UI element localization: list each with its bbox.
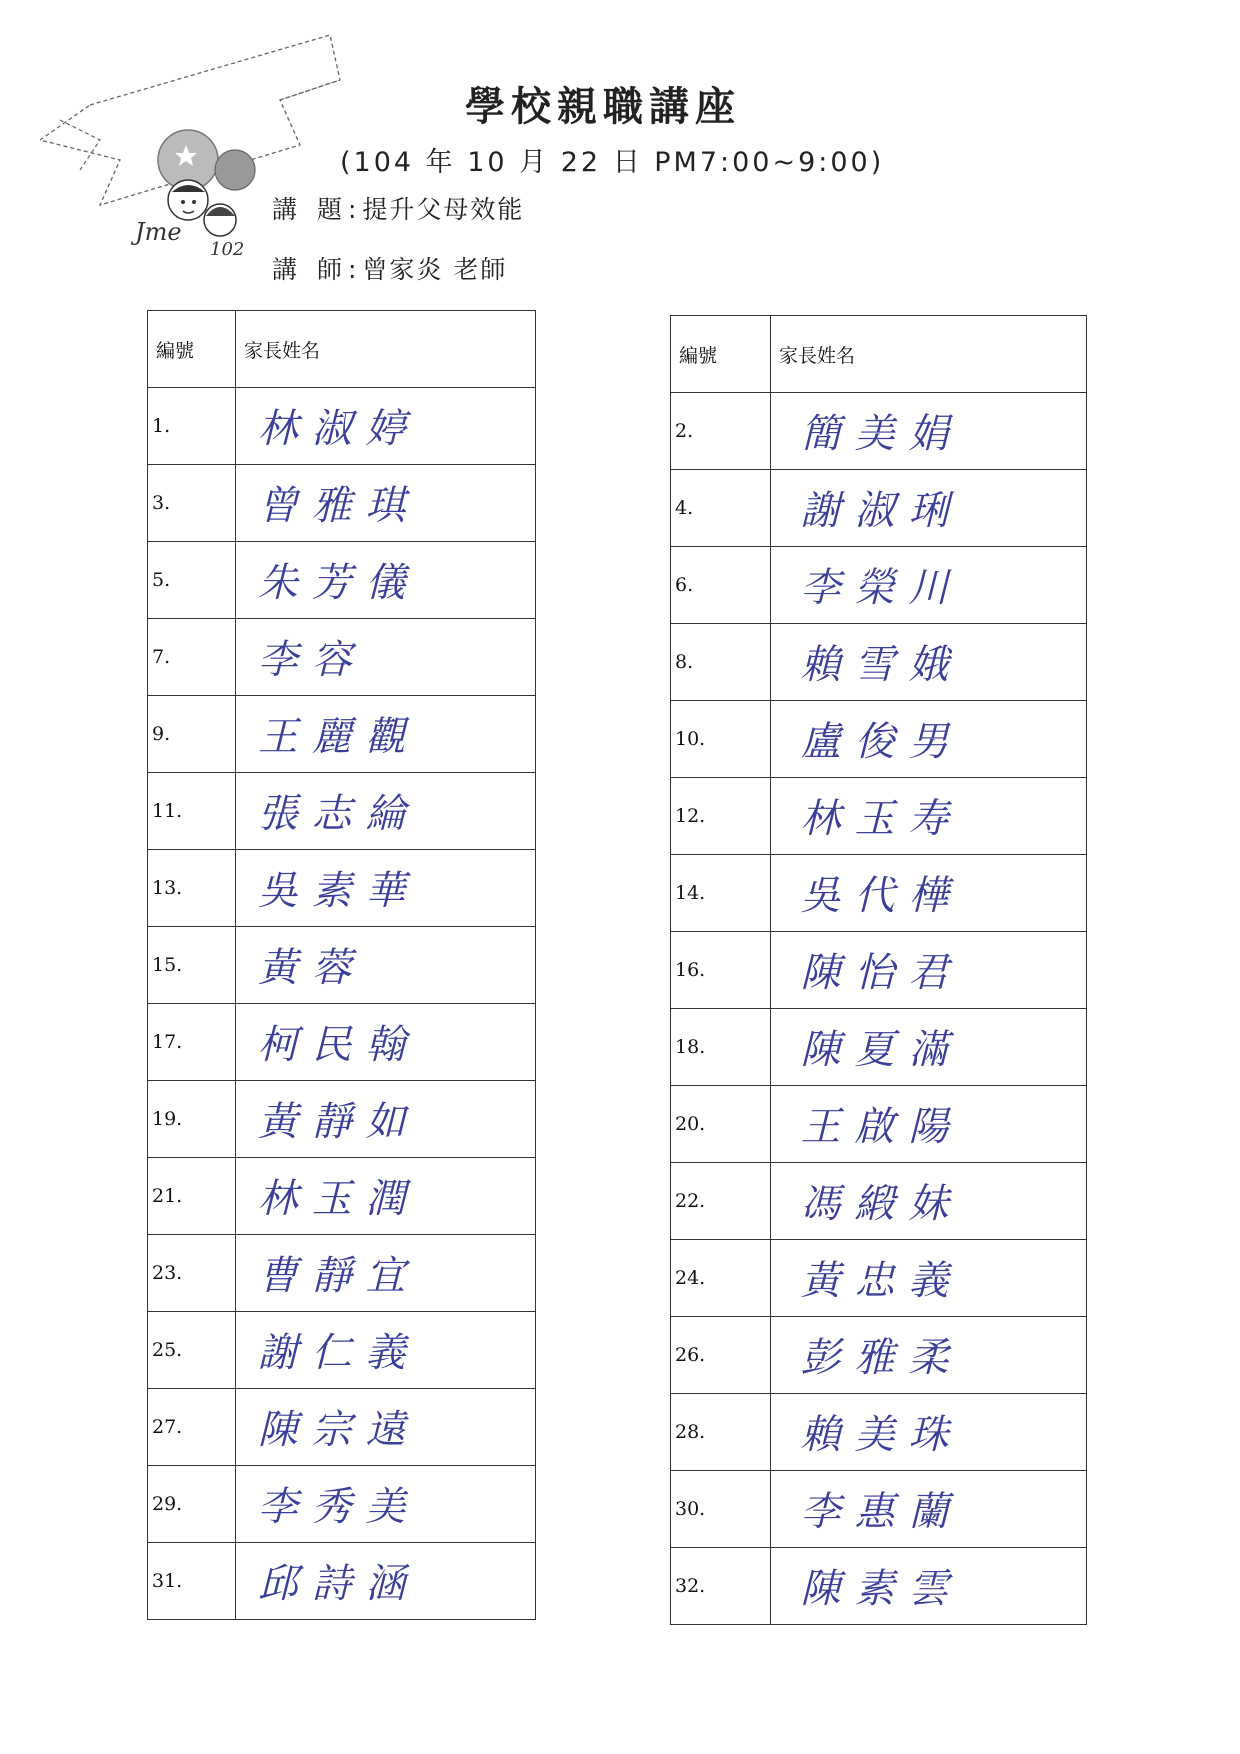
row-number: 27. — [148, 1389, 236, 1466]
signature-text: 賴美珠 — [800, 1412, 963, 1458]
row-number: 11. — [148, 773, 236, 850]
row-number: 15. — [148, 927, 236, 1004]
signature-text: 陳宗遠 — [257, 1406, 420, 1453]
row-number: 28. — [671, 1394, 771, 1471]
signature-text: 謝淑琍 — [800, 488, 963, 534]
signature-text: 黃忠義 — [800, 1258, 963, 1304]
table-row — [148, 1235, 536, 1312]
header-name: 家長姓名 — [771, 316, 1087, 393]
row-number: 3. — [148, 465, 236, 542]
handwritten-signature — [236, 1081, 535, 1157]
table-row — [148, 1312, 536, 1389]
handwritten-signature — [771, 1009, 1086, 1085]
handwritten-signature — [236, 1312, 535, 1388]
table-row — [148, 696, 536, 773]
signin-table-right — [670, 315, 1087, 1625]
table-row — [671, 624, 1087, 701]
table-row — [148, 1466, 536, 1543]
signature-text: 曹靜宜 — [257, 1252, 420, 1299]
signature-text: 張志綸 — [257, 790, 420, 837]
table-row — [148, 1389, 536, 1466]
table-header-row — [148, 311, 536, 388]
header-number: 編號 — [671, 316, 771, 393]
topic-label: 講 題: — [272, 195, 363, 224]
signature-cell — [236, 1081, 536, 1158]
table-header-row — [671, 316, 1087, 393]
handwritten-signature — [771, 624, 1086, 700]
signature-cell — [236, 1004, 536, 1081]
signature-cell — [771, 1086, 1087, 1163]
signature-text: 李秀美 — [257, 1483, 420, 1530]
row-number: 9. — [148, 696, 236, 773]
row-number: 20. — [671, 1086, 771, 1163]
signature-cell — [771, 1548, 1087, 1625]
signature-text: 王啟陽 — [800, 1104, 963, 1150]
signature-text: 陳素雲 — [800, 1566, 963, 1612]
handwritten-signature — [771, 1317, 1086, 1393]
signature-text: 彭雅柔 — [800, 1335, 963, 1381]
signature-text: 李榮川 — [800, 565, 963, 611]
signature-cell — [236, 696, 536, 773]
signature-text: 李容 — [257, 636, 366, 683]
topic-line — [272, 190, 524, 226]
signature-text: 林玉寿 — [800, 796, 963, 842]
table-row — [148, 465, 536, 542]
table-row — [671, 1471, 1087, 1548]
table-row — [671, 1086, 1087, 1163]
row-number: 22. — [671, 1163, 771, 1240]
table-row — [671, 1009, 1087, 1086]
table-row — [148, 1004, 536, 1081]
row-number: 7. — [148, 619, 236, 696]
handwritten-signature — [236, 1004, 535, 1080]
row-number: 1. — [148, 388, 236, 465]
signin-table-left — [147, 310, 536, 1620]
signature-cell — [236, 1235, 536, 1312]
signature-text: 林玉潤 — [257, 1175, 420, 1222]
table-row — [671, 1317, 1087, 1394]
row-number: 24. — [671, 1240, 771, 1317]
row-number: 12. — [671, 778, 771, 855]
row-number: 16. — [671, 932, 771, 1009]
table-row — [671, 1548, 1087, 1625]
row-number: 10. — [671, 701, 771, 778]
signature-cell — [236, 542, 536, 619]
signature-cell — [236, 1389, 536, 1466]
table-row — [148, 927, 536, 1004]
signature-text: 朱芳儀 — [257, 559, 420, 606]
signature-cell — [771, 855, 1087, 932]
signature-cell — [236, 388, 536, 465]
row-number: 4. — [671, 470, 771, 547]
handwritten-signature — [236, 927, 535, 1003]
signature-text: 邱詩涵 — [257, 1560, 420, 1607]
signature-text: 王麗觀 — [257, 713, 420, 760]
handwritten-signature — [771, 547, 1086, 623]
signature-text: 盧俊男 — [800, 719, 963, 765]
signature-text: 吳素華 — [257, 867, 420, 914]
row-number: 26. — [671, 1317, 771, 1394]
row-number: 23. — [148, 1235, 236, 1312]
row-number: 31. — [148, 1543, 236, 1620]
signature-cell — [771, 393, 1087, 470]
signature-text: 黃靜如 — [257, 1098, 420, 1145]
handwritten-signature — [771, 1394, 1086, 1470]
handwritten-signature — [771, 1086, 1086, 1162]
handwritten-signature — [771, 393, 1086, 469]
speaker-value: 曾家炎 老師 — [362, 255, 508, 284]
signature-cell — [771, 1163, 1087, 1240]
table-row — [671, 1240, 1087, 1317]
handwritten-signature — [771, 932, 1086, 1008]
table-row — [671, 778, 1087, 855]
handwritten-signature — [236, 465, 535, 541]
handwritten-signature — [236, 1158, 535, 1234]
signature-cell — [236, 1543, 536, 1620]
handwritten-signature — [771, 470, 1086, 546]
logo-subtext: 102 — [210, 239, 245, 260]
signature-cell — [771, 624, 1087, 701]
signature-text: 林淑婷 — [257, 405, 420, 452]
signature-cell — [771, 1317, 1087, 1394]
signature-text: 曾雅琪 — [257, 482, 420, 529]
handwritten-signature — [236, 619, 535, 695]
signature-text: 馮緞妹 — [800, 1181, 963, 1227]
handwritten-signature — [771, 1471, 1086, 1547]
signature-cell — [771, 1471, 1087, 1548]
signature-text: 李惠蘭 — [800, 1489, 963, 1535]
row-number: 19. — [148, 1081, 236, 1158]
table-row — [148, 542, 536, 619]
handwritten-signature — [771, 701, 1086, 777]
signature-cell — [771, 1240, 1087, 1317]
signature-cell — [236, 927, 536, 1004]
signature-cell — [236, 1158, 536, 1235]
table-row — [671, 1394, 1087, 1471]
handwritten-signature — [236, 1235, 535, 1311]
signature-text: 黃蓉 — [257, 944, 366, 991]
row-number: 5. — [148, 542, 236, 619]
speaker-line — [272, 250, 507, 286]
table-row — [671, 701, 1087, 778]
signature-cell — [771, 778, 1087, 855]
signature-cell — [771, 932, 1087, 1009]
handwritten-signature — [236, 696, 535, 772]
table-row — [148, 850, 536, 927]
signature-cell — [771, 701, 1087, 778]
table-row — [148, 773, 536, 850]
signature-text: 柯民翰 — [257, 1021, 420, 1068]
event-date: (104 年 10 月 22 日 PM7:00~9:00) — [340, 147, 885, 178]
row-number: 25. — [148, 1312, 236, 1389]
table-row — [671, 470, 1087, 547]
speaker-label: 講 師: — [272, 255, 363, 284]
table-row — [148, 1081, 536, 1158]
table-row — [148, 1543, 536, 1620]
table-row — [148, 388, 536, 465]
handwritten-signature — [236, 1389, 535, 1465]
signature-text: 簡美娟 — [800, 411, 963, 457]
handwritten-signature — [771, 1548, 1086, 1624]
row-number: 8. — [671, 624, 771, 701]
topic-value: 提升父母效能 — [362, 195, 525, 224]
signature-text: 賴雪娥 — [800, 642, 963, 688]
row-number: 2. — [671, 393, 771, 470]
table-row — [671, 855, 1087, 932]
row-number: 30. — [671, 1471, 771, 1548]
handwritten-signature — [236, 773, 535, 849]
signature-cell — [771, 547, 1087, 624]
row-number: 6. — [671, 547, 771, 624]
signature-cell — [771, 470, 1087, 547]
signature-text: 陳怡君 — [800, 950, 963, 996]
table-row — [671, 547, 1087, 624]
signature-cell — [236, 773, 536, 850]
row-number: 29. — [148, 1466, 236, 1543]
row-number: 18. — [671, 1009, 771, 1086]
signature-text: 陳夏滿 — [800, 1027, 963, 1073]
handwritten-signature — [771, 1163, 1086, 1239]
handwritten-signature — [771, 778, 1086, 854]
handwritten-signature — [236, 1466, 535, 1542]
table-row — [671, 393, 1087, 470]
signature-cell — [771, 1394, 1087, 1471]
table-row — [148, 1158, 536, 1235]
header-name: 家長姓名 — [236, 311, 536, 388]
header-number: 編號 — [148, 311, 236, 388]
signature-cell — [771, 1009, 1087, 1086]
signature-cell — [236, 850, 536, 927]
table-row — [671, 932, 1087, 1009]
signature-cell — [236, 619, 536, 696]
signature-text: 謝仁義 — [257, 1329, 420, 1376]
signature-cell — [236, 465, 536, 542]
handwritten-signature — [236, 850, 535, 926]
signature-cell — [236, 1466, 536, 1543]
handwritten-signature — [771, 1240, 1086, 1316]
row-number: 32. — [671, 1548, 771, 1625]
row-number: 21. — [148, 1158, 236, 1235]
handwritten-signature — [236, 542, 535, 618]
row-number: 13. — [148, 850, 236, 927]
handwritten-signature — [771, 855, 1086, 931]
table-row — [671, 1163, 1087, 1240]
logo-text: Jme — [135, 218, 182, 246]
row-number: 17. — [148, 1004, 236, 1081]
row-number: 14. — [671, 855, 771, 932]
signature-cell — [236, 1312, 536, 1389]
handwritten-signature — [236, 388, 535, 464]
page-title: 學校親職講座 — [465, 84, 741, 130]
handwritten-signature — [236, 1543, 535, 1619]
signature-text: 吳代樺 — [800, 873, 963, 919]
table-row — [148, 619, 536, 696]
